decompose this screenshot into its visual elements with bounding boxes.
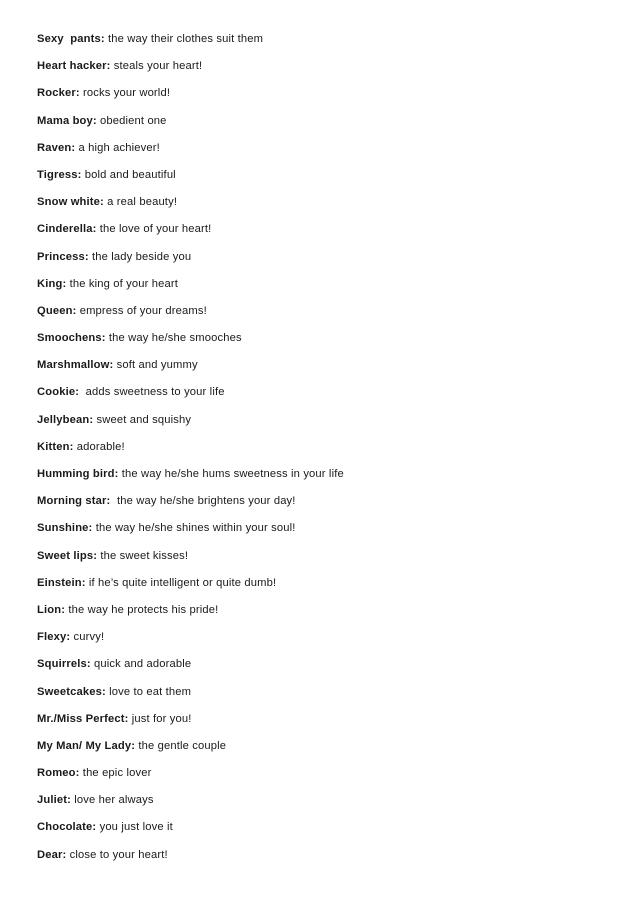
- entry-description: love to eat them: [105, 685, 192, 698]
- list-item: [37, 466, 617, 493]
- entry-description: steals your heart!: [110, 60, 203, 73]
- list-item: [37, 548, 617, 575]
- entry-term: Cinderella:: [37, 223, 97, 236]
- entry-term: Juliet:: [37, 794, 71, 807]
- entry-term: Morning star:: [37, 495, 111, 508]
- entry-description: close to your heart!: [66, 848, 168, 861]
- entry-term: Smoochens:: [37, 332, 106, 345]
- entry-term: Sunshine:: [37, 522, 93, 535]
- entry-term: Sweetcakes:: [37, 685, 106, 698]
- entry-description: the way he protects his pride!: [65, 603, 219, 616]
- nickname-list: [37, 31, 617, 874]
- entry-term: Lion:: [37, 603, 66, 616]
- list-item: [37, 249, 617, 276]
- list-item: [37, 792, 617, 819]
- entry-term: Rocker:: [37, 87, 80, 100]
- list-item: [37, 629, 617, 656]
- list-item: [37, 276, 617, 303]
- entry-term: My Man/ My Lady:: [37, 739, 136, 752]
- entry-description: obedient one: [96, 114, 167, 127]
- entry-term: Marshmallow:: [37, 359, 114, 372]
- entry-description: sweet and squishy: [93, 413, 192, 426]
- list-item: [37, 58, 617, 85]
- list-item: [37, 357, 617, 384]
- list-item: [37, 113, 617, 140]
- list-item: [37, 656, 617, 683]
- entry-description: rocks your world!: [79, 87, 171, 100]
- list-item: [37, 384, 617, 411]
- entry-description: the lady beside you: [88, 250, 192, 263]
- entry-description: just for you!: [128, 712, 192, 725]
- list-item: [37, 493, 617, 520]
- entry-term: Mama boy:: [37, 114, 97, 127]
- list-item: [37, 575, 617, 602]
- entry-description: adds sweetness to your life: [79, 386, 225, 399]
- list-item: [37, 140, 617, 167]
- list-item: [37, 847, 617, 874]
- entry-description: curvy!: [70, 631, 105, 644]
- list-item: [37, 330, 617, 357]
- list-item: [37, 684, 617, 711]
- entry-term: Sweet lips:: [37, 549, 98, 562]
- entry-description: empress of your dreams!: [76, 304, 207, 317]
- entry-term: Dear:: [37, 848, 67, 861]
- list-item: [37, 520, 617, 547]
- entry-term: Squirrels:: [37, 658, 91, 671]
- entry-description: the love of your heart!: [96, 223, 212, 236]
- entry-term: Einstein:: [37, 576, 86, 589]
- entry-term: Romeo:: [37, 767, 80, 780]
- entry-description: the way he/she smooches: [105, 332, 242, 345]
- entry-description: love her always: [71, 794, 154, 807]
- list-item: [37, 194, 617, 221]
- entry-description: bold and beautiful: [81, 168, 176, 181]
- entry-term: Chocolate:: [37, 821, 97, 834]
- entry-term: Princess:: [37, 250, 89, 263]
- list-item: [37, 303, 617, 330]
- list-item: [37, 221, 617, 248]
- entry-description: the way he/she brightens your day!: [110, 495, 296, 508]
- entry-description: a real beauty!: [103, 196, 178, 209]
- entry-term: Tigress:: [37, 168, 82, 181]
- entry-term: Cookie:: [37, 386, 80, 399]
- entry-term: Kitten:: [37, 440, 74, 453]
- list-item: [37, 602, 617, 629]
- list-item: [37, 738, 617, 765]
- list-item: [37, 711, 617, 738]
- entry-term: Humming bird:: [37, 468, 119, 480]
- entry-description: the king of your heart: [66, 277, 179, 290]
- entry-description: if he’s quite intelligent or quite dumb!: [85, 576, 277, 589]
- entry-term: King:: [37, 277, 67, 290]
- list-item: [37, 412, 617, 439]
- entry-description: quick and adorable: [90, 658, 192, 671]
- list-item: [37, 167, 617, 194]
- entry-description: the gentle couple: [135, 739, 227, 752]
- list-item: [37, 31, 617, 58]
- entry-description: adorable!: [73, 440, 125, 453]
- entry-description: the way their clothes suit them: [104, 33, 264, 45]
- entry-term: Mr./Miss Perfect:: [37, 712, 129, 725]
- entry-term: Jellybean:: [37, 413, 94, 426]
- entry-term: Snow white:: [37, 196, 104, 209]
- entry-description: the way he/she hums sweetness in your life: [118, 468, 344, 480]
- list-item: [37, 85, 617, 112]
- entry-description: a high achiever!: [75, 141, 160, 154]
- entry-term: Heart hacker:: [37, 60, 111, 73]
- entry-term: Flexy:: [37, 631, 71, 644]
- entry-description: soft and yummy: [113, 359, 198, 372]
- entry-description: the way he/she shines within your soul!: [92, 522, 296, 535]
- entry-term: Queen:: [37, 304, 77, 317]
- list-item: [37, 765, 617, 792]
- entry-description: the epic lover: [79, 767, 152, 780]
- list-item: [37, 439, 617, 466]
- list-item: [37, 819, 617, 846]
- entry-description: the sweet kisses!: [97, 549, 189, 562]
- entry-term: Sexy pants:: [37, 33, 105, 45]
- entry-description: you just love it: [96, 821, 173, 834]
- entry-term: Raven:: [37, 141, 76, 154]
